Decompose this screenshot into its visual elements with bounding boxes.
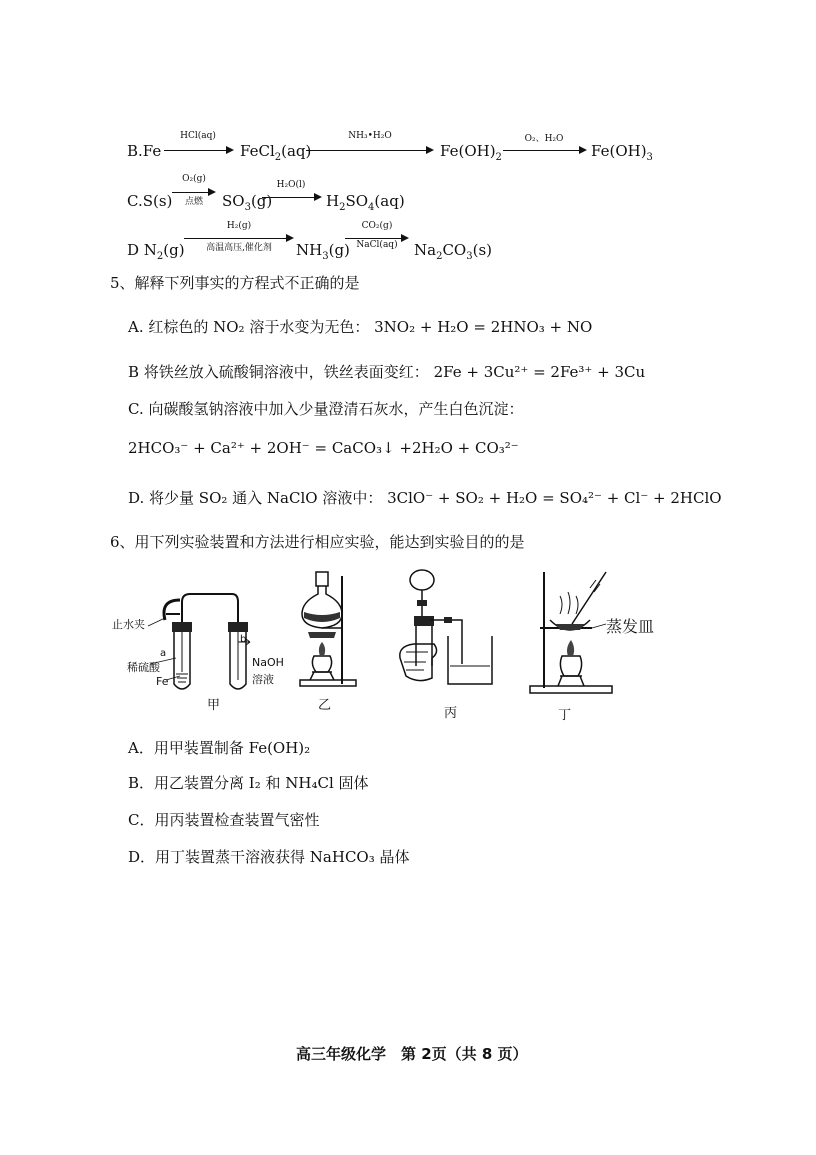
route-b-product-1: FeCl$_2$(aq) [240,142,312,163]
route-c-step1-over: O₂(g) [182,174,206,184]
reaction-arrow [262,197,320,198]
route-d-product-1: $NH_3(g)$ [296,241,350,262]
reaction-arrow [345,238,407,239]
caption-yi: 乙 [318,698,332,713]
q6-option-d: D．用丁装置蒸干溶液获得 NaHCO₃ 晶体 [128,848,410,866]
route-b-product-3: $Fe(OH)_3$ [591,142,653,163]
q6-option-a: A．用甲装置制备 Fe(OH)₂ [128,739,311,757]
reaction-arrow [184,238,292,239]
route-d-step2-under: NaCl(aq) [356,240,398,250]
route-d-step1-over: H₂(g) [226,221,252,231]
option-d [128,487,722,508]
reaction-arrow [164,150,232,151]
reaction-arrow [306,150,432,151]
route-c-product-2: $H_2SO_4(aq)$ [326,192,405,213]
label-b: b [240,634,247,645]
route-c-product-1: $SO_3(g)$ [222,192,273,213]
option-d-equation: 3ClO⁻ + SO₂ + H₂O = SO₄²⁻ + Cl⁻ + 2HClO [387,489,722,507]
caption-ding: 丁 [558,708,572,723]
route-d-product-2: $Na_2CO_3(s)$ [414,241,493,262]
route-d-step1-under: 高温高压,催化剂 [206,243,272,253]
apparatus-yi-figure [290,566,370,691]
route-d-label: D $N_2(g)$ [127,241,185,262]
caption-bing: 丙 [444,706,458,721]
route-d-step2-over: CO₂(g) [361,221,393,231]
route-b-step3-reagent: O₂、H₂O [524,134,564,144]
label-evaporating-dish: 蒸发皿 [606,617,655,636]
label-a: a [160,648,167,659]
label-fe: Fe [156,675,169,688]
reaction-arrow [503,150,585,151]
option-b-equation: 2Fe + 3Cu²⁺ = 2Fe³⁺ + 3Cu [433,363,646,381]
label-acid: 稀硫酸 [127,661,160,674]
route-b-label: B.Fe [127,142,162,160]
q6-option-b: B．用乙装置分离 I₂ 和 NH₄Cl 固体 [128,774,369,792]
option-c-text: C. 向碳酸氢钠溶液中加入少量澄清石灰水，产生白色沉淀： [128,400,524,418]
route-b-product-2: $Fe(OH)_2$ [440,142,502,163]
route-c-step1-under: 点燃 [184,197,203,207]
question-6-stem: 6、用下列实验装置和方法进行相应实验，能达到实验目的的是 [110,533,525,551]
reaction-arrow [172,192,214,193]
label-clamp: 止水夹 [112,618,145,631]
option-d-text: D. 将少量 SO₂ 通入 NaClO 溶液中： [128,489,383,507]
caption-jia: 甲 [207,698,221,713]
option-a-equation: 3NO₂ + H₂O = 2HNO₃ + NO [374,318,593,336]
option-c-equation: 2HCO₃⁻ + Ca²⁺ + 2OH⁻ = CaCO₃↓ +2H₂O + CO₃²⁻ [128,439,519,457]
apparatus-bing-figure [392,566,502,691]
page-footer: 高三年级化学 第 2页（共 8 页） [296,1045,528,1063]
option-b [128,361,645,382]
apparatus-ding-figure [520,566,620,698]
option-a-text: A. 红棕色的 NO₂ 溶于水变为无色： [128,318,370,336]
label-solution: 溶液 [252,673,274,686]
question-5-stem: 5、解释下列事实的方程式不正确的是 [110,274,360,292]
apparatus-jia-figure [110,592,290,717]
route-b-step2-reagent: NH₃•H₂O [348,131,392,141]
q6-option-c: C．用丙装置检查装置气密性 [128,811,320,829]
option-a [128,316,592,337]
route-c-label: C.S(s) [127,192,173,210]
route-c-step2-over: H₂O(l) [276,180,306,190]
label-naoh: NaOH [252,656,284,669]
option-b-text: B 将铁丝放入硫酸铜溶液中，铁丝表面变红： [128,363,429,381]
route-b-step1-reagent: HCl(aq) [180,131,216,141]
